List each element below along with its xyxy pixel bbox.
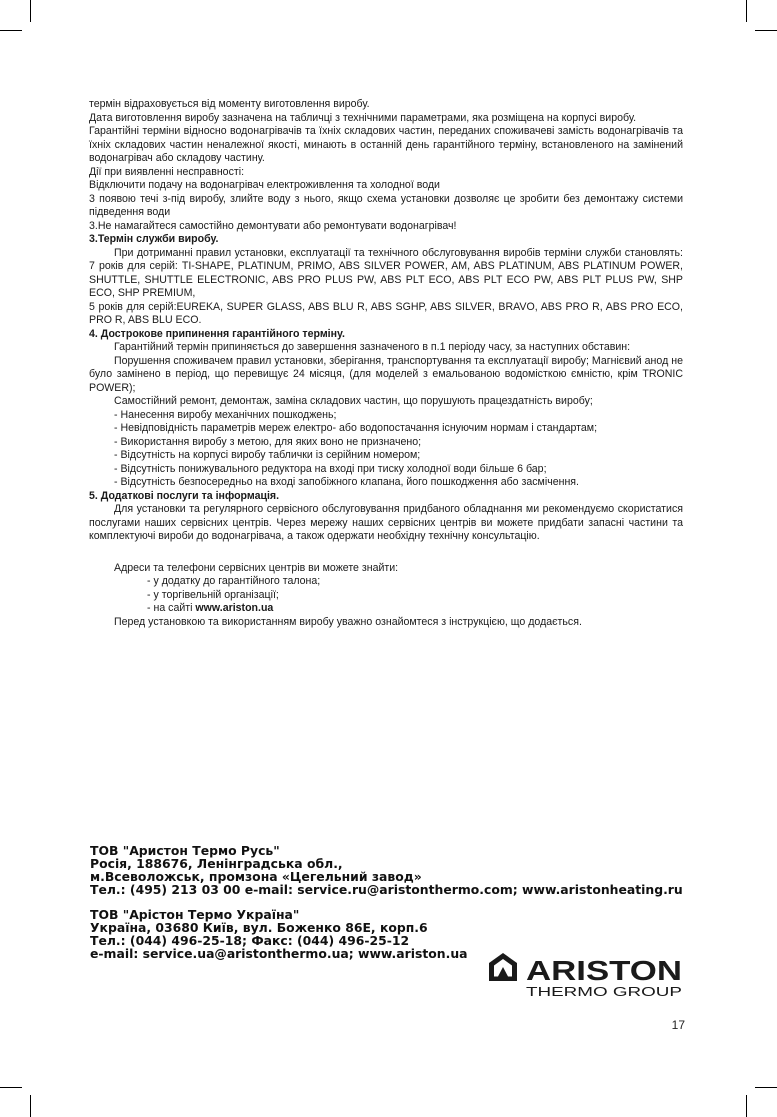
paragraph: При дотриманні правил установки, експлуатації та технічного обслуговування виробів терміни служби становлять: 7 років для серій: TI-SHAPE, PLATINUM, PRIMO, ABS SILVER POWER, AM, ABS PLATINUM, ABS PLATINUM POWER, SHUTTLE, SHUTTLE ELECTRONIC, ABS PRO PLUS PW, ABS PLT ECO, ABS PLT ECO PW, ABS PLT PLUS PW, SHP ECO, SHP PREMIUM,	[89, 246, 683, 299]
company-name: ТОВ "Аристон Термо Русь"	[90, 843, 280, 858]
contacts-russia	[90, 844, 683, 896]
list-item: - на сайті www.ariston.ua	[147, 602, 274, 614]
email-line: e-mail: service.ua@aristonthermo.ua; www.ariston.ua	[90, 946, 468, 961]
paragraph: Перед установкою та використанням виробу уважно ознайомтеся з інструкцією, що додається.	[114, 615, 582, 628]
address-line: Росія, 188676, Ленінградська обл.,	[90, 856, 343, 871]
list-item: - Використання виробу з метою, для яких воно не призначено;	[114, 435, 422, 448]
company-name: ТОВ "Арістон Термо Україна"	[90, 907, 300, 922]
address-line: Україна, 03680 Київ, вул. Боженко 86Е, корп.6	[90, 920, 428, 935]
paragraph: термін відраховується від моменту виготовлення виробу.	[89, 98, 370, 110]
paragraph: Гарантійні терміни відносно водонагрівачів та їхніх складових частин, переданих споживачеві замість водонагрівачів та їхніх складових частин неналежної якості, минають в останній день гарантійного терміну, встановленого на замінений водонагрівач або складову частину.	[89, 125, 683, 164]
crop-mark	[755, 1087, 777, 1088]
paragraph: 3.Не намагайтеся самостійно демонтувати або ремонтувати водонагрівач!	[89, 219, 457, 232]
crop-mark	[30, 1095, 31, 1117]
section-heading: 4. Дострокове припинення гарантійного терміну.	[89, 327, 345, 340]
crop-mark	[0, 1087, 22, 1088]
paragraph: Самостійний ремонт, демонтаж, заміна складових частин, що порушують працездатність виробу;	[114, 395, 593, 407]
section-heading: 3.Термін служби виробу.	[89, 233, 219, 245]
website-link[interactable]: www.ariston.ua	[195, 602, 274, 614]
paragraph: Відключити подачу на водонагрівач електроживлення та холодної води	[89, 179, 440, 191]
crop-mark	[0, 30, 22, 31]
paragraph: 3 появою течі з-під виробу, злийте воду з нього, якщо схема установки дозволяє це зробити без демонтажу системи підведення води	[89, 192, 683, 218]
crop-mark	[755, 30, 777, 31]
logo-name: ARISTON	[526, 955, 682, 986]
crop-mark	[746, 0, 747, 22]
list-item: - Нанесення виробу механічних пошкоджень;	[114, 408, 337, 421]
list-item: - Невідповідність параметрів мереж електро- або водопостачання існуючим нормам і стандартам;	[114, 422, 598, 434]
list-item: - у торгівельній організації;	[147, 588, 279, 601]
warranty-text	[89, 98, 683, 629]
ariston-logo	[486, 952, 684, 998]
list-item: - Відсутність понижувального редуктора на вході при тиску холодної води більше 6 бар;	[114, 462, 547, 475]
paragraph: Порушення споживачем правил установки, зберігання, транспортування та експлуатації виробу; Магнієвий анод не було замінено в період, що перевищує 24 місяця, (для моделей з емальованою водомісткою ємністю, крім TRONIC POWER);	[89, 354, 683, 394]
address-line: м.Всеволожськ, промзона «Цегельний завод»	[90, 869, 422, 884]
paragraph: Дії при виявленні несправності:	[89, 165, 245, 178]
contacts-ukraine	[90, 908, 468, 960]
paragraph: Адреси та телефони сервісних центрів ви можете знайти:	[114, 561, 399, 574]
paragraph: Дата виготовлення виробу зазначена на табличці з технічними параметрами, яка розміщена на корпусі виробу.	[89, 111, 637, 124]
logo-tagline: THERMO GROUP	[526, 984, 682, 998]
crop-mark	[30, 0, 31, 22]
crop-mark	[746, 1095, 747, 1117]
ariston-logo-graphic	[486, 952, 684, 998]
list-item: - Відсутність на корпусі виробу таблички із серійним номером;	[114, 449, 421, 461]
section-heading: 5. Додаткові послуги та інформація.	[89, 489, 280, 502]
house-icon	[489, 953, 517, 981]
phone-line: Тел.: (495) 213 03 00 e-mail: service.ru@aristonthermo.com; www.aristonheating.ru	[90, 882, 683, 897]
list-item: - Відсутність безпосередньо на вході запобіжного клапана, його пошкодження або засмічення.	[114, 476, 579, 488]
list-item: - у додатку до гарантійного талона;	[147, 575, 321, 587]
phone-line: Тел.: (044) 496-25-18; Факс: (044) 496-25-12	[90, 933, 410, 948]
paragraph: Для установки та регулярного сервісного обслуговування придбаного обладнання ми рекомендуємо скористатися послугами наших сервісних центрів. Через мережу наших сервісних центрів ви можете придбати запасні частини та комплектуючі вироби до водонагрівача, а також одержати необхідну технічну консультацію.	[89, 503, 683, 542]
page-number: 17	[671, 1018, 685, 1032]
paragraph: 5 років для серій:EUREKA, SUPER GLASS, ABS BLU R, ABS SGHP, ABS SILVER, BRAVO, ABS PRO R, ABS PRO ECO, PRO R, ABS BLU ECO.	[89, 300, 683, 326]
paragraph: Гарантійний термін припиняється до завершення зазначеного в п.1 періоду часу, за наступних обставин:	[114, 341, 631, 353]
